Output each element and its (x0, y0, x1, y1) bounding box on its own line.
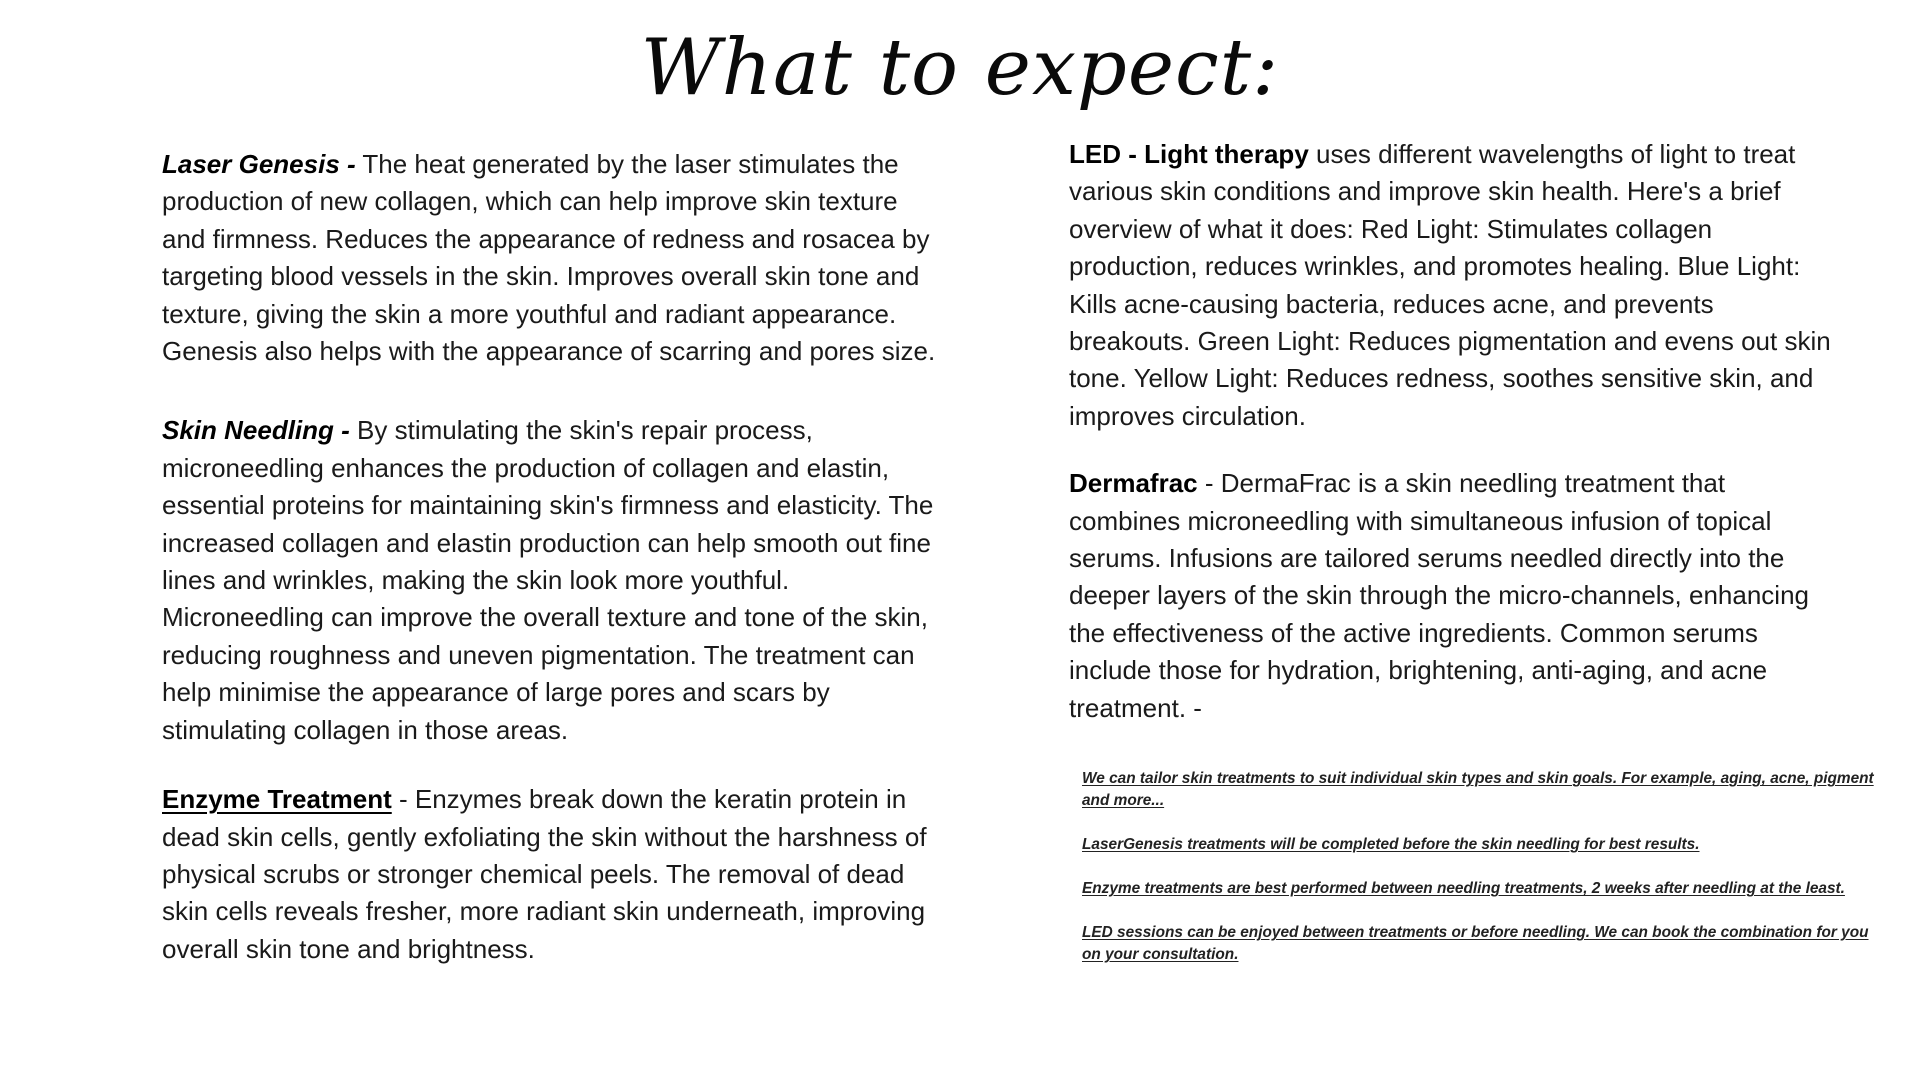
note-enzyme-timing: Enzyme treatments are best performed between needling treatments, 2 weeks after needling at the least. (1082, 880, 1845, 897)
led-light-therapy-heading: LED - Light therapy (1069, 139, 1309, 169)
enzyme-treatment-heading: Enzyme Treatment (162, 784, 392, 815)
right-column (1069, 136, 1839, 727)
left-column (162, 146, 937, 968)
note-tailor-treatments: We can tailor skin treatments to suit individual skin types and skin goals. For example, aging, acne, pigment and more... (1082, 770, 1874, 809)
note-led-sessions: LED sessions can be enjoyed between treatments or before needling. We can book the combination for you on your consultation. (1082, 924, 1869, 963)
laser-genesis-section (162, 146, 937, 370)
led-light-therapy-body: uses different wavelengths of light to treat various skin conditions and improve skin health. Here's a brief overview of what it does: Red Light: Stimulates collagen production, reduces wrinkles, and promotes healing. Blue Light: Kills acne-causing bacteria, reduces acne, and prevents breakouts. Green Light: Reduces pigmentation and evens out skin tone. Yellow Light: Reduces redness, soothes sensitive skin, and improves circulation. (1069, 139, 1831, 431)
enzyme-treatment-section (162, 781, 937, 968)
skin-needling-body: By stimulating the skin's repair process, microneedling enhances the production of collagen and elastin, essential proteins for maintaining skin's firmness and elasticity. The increased collagen and elastin production can help smooth out fine lines and wrinkles, making the skin look more youthful. Microneedling can improve the overall texture and tone of the skin, reducing roughness and uneven pigmentation. The treatment can help minimise the appearance of large pores and scars by stimulating collagen in those areas. (162, 415, 934, 745)
page-title: What to expect: (640, 23, 1280, 113)
dermafrac-heading: Dermafrac (1069, 468, 1198, 499)
dermafrac-body: - DermaFrac is a skin needling treatment that combines microneedling with simultaneous infusion of topical serums. Infusions are tailored serums needled directly into the deeper layers of the skin through the micro-channels, enhancing the effectiveness of the active ingredients. Common serums include those for hydration, brightening, anti-aging, and acne treatment. - (1069, 468, 1809, 723)
notes-box (1082, 768, 1882, 988)
enzyme-treatment-body: - Enzymes break down the keratin protein in dead skin cells, gently exfoliating the skin without the harshness of physical scrubs or stronger chemical peels. The removal of dead skin cells reveals fresher, more radiant skin underneath, improving overall skin tone and brightness. (162, 784, 927, 964)
skin-needling-heading: Skin Needling - (162, 415, 350, 446)
skin-needling-section (162, 412, 937, 749)
dermafrac-section (1069, 465, 1839, 727)
laser-genesis-body: The heat generated by the laser stimulates the production of new collagen, which can help improve skin texture and firmness. Reduces the appearance of redness and rosacea by targeting blood vessels in the skin. Improves overall skin tone and texture, giving the skin a more youthful and radiant appearance. Genesis also helps with the appearance of scarring and pores size. (162, 149, 936, 367)
note-lasergenesis-order: LaserGenesis treatments will be completed before the skin needling for best results. (1082, 836, 1700, 853)
led-light-therapy-section (1069, 136, 1839, 435)
laser-genesis-heading: Laser Genesis - (162, 149, 356, 179)
